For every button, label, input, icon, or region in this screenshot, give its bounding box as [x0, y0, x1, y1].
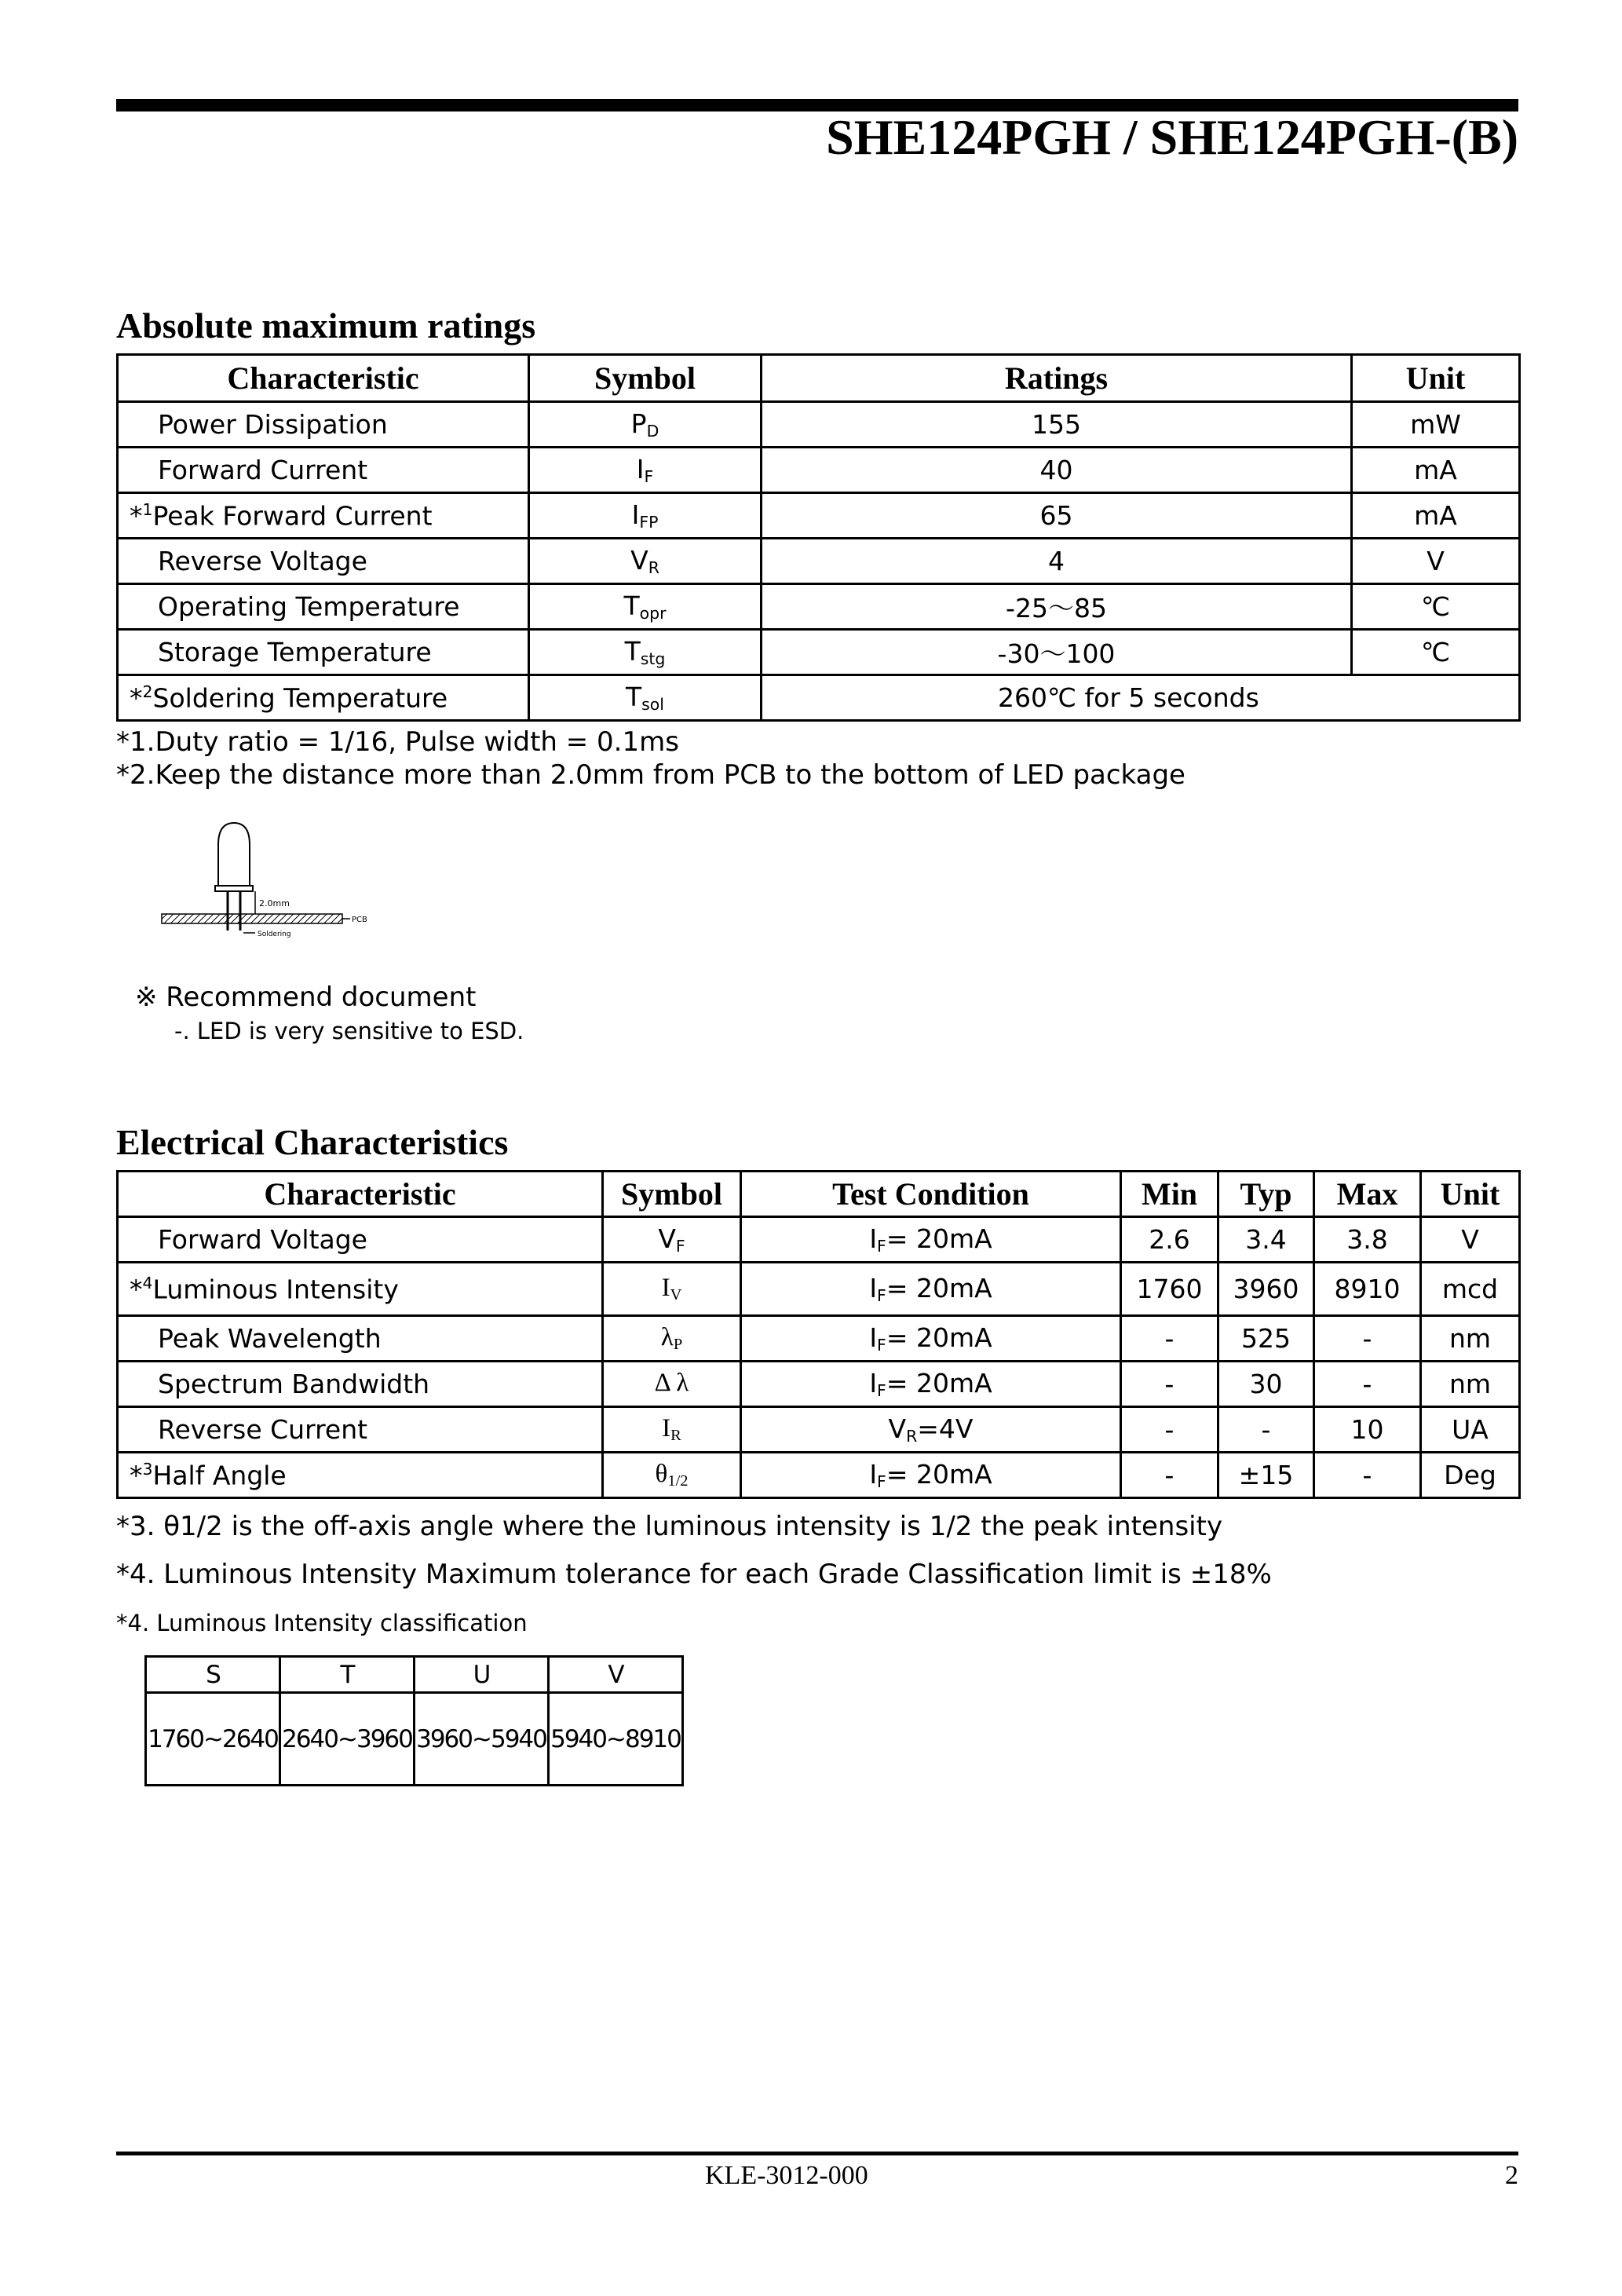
symbol: $V_R$ — [529, 539, 762, 584]
max-value: - — [1314, 1316, 1421, 1362]
characteristic: Operating Temperature — [118, 584, 529, 630]
grade-label: V — [549, 1657, 683, 1693]
unit: mA — [1352, 493, 1520, 539]
table-row — [118, 1263, 1520, 1316]
col-header: Unit — [1421, 1172, 1520, 1217]
grade-range: 5940~8910 — [549, 1693, 683, 1786]
pcb-label: PCB — [352, 916, 367, 924]
grade-label: T — [280, 1657, 415, 1693]
test-condition: $I_F= 20mA$ — [741, 1316, 1121, 1362]
max-value: - — [1314, 1453, 1421, 1498]
grade-label: U — [415, 1657, 549, 1693]
min-value: - — [1121, 1316, 1218, 1362]
characteristic: *$^1$Peak Forward Current — [118, 493, 529, 539]
grade-label: S — [146, 1657, 280, 1693]
table-row — [118, 1453, 1520, 1498]
footer-rule — [116, 2152, 1518, 2155]
characteristic: *$^3$Half Angle — [118, 1453, 603, 1498]
test-condition: $I_F= 20mA$ — [741, 1453, 1121, 1498]
recommend-item: -. LED is very sensitive to ESD. — [174, 1018, 524, 1044]
min-value: - — [1121, 1407, 1218, 1453]
section-title-abs-max: Absolute maximum ratings — [116, 305, 536, 345]
table-row — [118, 1316, 1520, 1362]
max-value: - — [1314, 1362, 1421, 1407]
led-lens-icon — [218, 823, 250, 886]
col-header: Characteristic — [118, 355, 529, 402]
symbol: $I_{FP}$ — [529, 493, 762, 539]
footnote: *1.Duty ratio = 1/16, Pulse width = 0.1ms — [116, 726, 679, 758]
dimension-label: 2.0mm — [259, 898, 290, 909]
unit: nm — [1421, 1362, 1520, 1407]
rating: 155 — [762, 402, 1352, 448]
recommend-title: ※ Recommend document — [135, 982, 477, 1013]
typ-value: 30 — [1218, 1362, 1314, 1407]
col-header: Typ — [1218, 1172, 1314, 1217]
footnote: *4. Luminous Intensity Maximum tolerance for each Grade Classification limit is ±18% — [116, 1559, 1272, 1590]
col-header: Max — [1314, 1172, 1421, 1217]
min-value: 2.6 — [1121, 1217, 1218, 1263]
characteristic: Power Dissipation — [118, 402, 529, 448]
table-row — [118, 584, 1520, 630]
unit: mA — [1352, 448, 1520, 493]
test-condition: $I_F= 20mA$ — [741, 1362, 1121, 1407]
characteristic: Reverse Current — [118, 1407, 603, 1453]
max-value: 8910 — [1314, 1263, 1421, 1316]
table-row — [118, 493, 1520, 539]
rating: 40 — [762, 448, 1352, 493]
rating: -25～85 — [762, 584, 1352, 630]
table-row — [118, 1217, 1520, 1263]
abs-max-table — [116, 353, 1521, 722]
table-row — [118, 630, 1520, 675]
max-value: 10 — [1314, 1407, 1421, 1453]
test-condition: $I_F= 20mA$ — [741, 1263, 1121, 1316]
characteristic: *$^4$Luminous Intensity — [118, 1263, 603, 1316]
rating: 4 — [762, 539, 1352, 584]
min-value: - — [1121, 1453, 1218, 1498]
col-header: Symbol — [603, 1172, 741, 1217]
table-row — [118, 448, 1520, 493]
col-header: Characteristic — [118, 1172, 603, 1217]
max-value: 3.8 — [1314, 1217, 1421, 1263]
grade-range: 3960~5940 — [415, 1693, 549, 1786]
characteristic: Spectrum Bandwidth — [118, 1362, 603, 1407]
symbol: $I_R$ — [603, 1407, 741, 1453]
col-header: Test Condition — [741, 1172, 1121, 1217]
unit: mW — [1352, 402, 1520, 448]
typ-value: ±15 — [1218, 1453, 1314, 1498]
symbol: Δ λ — [603, 1362, 741, 1407]
classification-table — [144, 1655, 684, 1786]
footnote: *2.Keep the distance more than 2.0mm from PCB to the bottom of LED package — [116, 759, 1185, 791]
unit: Deg — [1421, 1453, 1520, 1498]
characteristic: Forward Current — [118, 448, 529, 493]
soldering-label: Soldering — [258, 930, 291, 938]
characteristic: Storage Temperature — [118, 630, 529, 675]
symbol: $T_{opr}$ — [529, 584, 762, 630]
classification-title: *4. Luminous Intensity classification — [116, 1610, 528, 1636]
symbol: $V_F$ — [603, 1217, 741, 1263]
col-header: Min — [1121, 1172, 1218, 1217]
unit: ℃ — [1352, 584, 1520, 630]
page-number: 2 — [1505, 2161, 1518, 2190]
typ-value: 3960 — [1218, 1263, 1314, 1316]
table-row — [118, 402, 1520, 448]
unit: mcd — [1421, 1263, 1520, 1316]
page-title: SHE124PGH / SHE124PGH-(B) — [826, 109, 1518, 165]
rating: 260℃ for 5 seconds — [762, 675, 1520, 721]
typ-value: - — [1218, 1407, 1314, 1453]
symbol: $T_{stg}$ — [529, 630, 762, 675]
test-condition: $V_R=4V$ — [741, 1407, 1121, 1453]
led-flange — [215, 886, 253, 891]
symbol: $\lambda_P$ — [603, 1316, 741, 1362]
table-row — [118, 675, 1520, 721]
min-value: 1760 — [1121, 1263, 1218, 1316]
symbol: $P_D$ — [529, 402, 762, 448]
characteristic: Peak Wavelength — [118, 1316, 603, 1362]
symbol: $I_F$ — [529, 448, 762, 493]
unit: UA — [1421, 1407, 1520, 1453]
table-row — [118, 539, 1520, 584]
col-header: Unit — [1352, 355, 1520, 402]
typ-value: 3.4 — [1218, 1217, 1314, 1263]
unit: V — [1352, 539, 1520, 584]
document-number: KLE-3012-000 — [705, 2161, 868, 2190]
symbol: $\theta_{1/2}$ — [603, 1453, 741, 1498]
min-value: - — [1121, 1362, 1218, 1407]
footnote: *3. θ1/2 is the off-axis angle where the luminous intensity is 1/2 the peak intensity — [116, 1511, 1223, 1542]
pcb-board — [162, 914, 342, 923]
table-row — [118, 1362, 1520, 1407]
rating: -30～100 — [762, 630, 1352, 675]
symbol: $T_{sol}$ — [529, 675, 762, 721]
unit: V — [1421, 1217, 1520, 1263]
led-mounting-diagram — [157, 817, 377, 950]
section-title-electrical: Electrical Characteristics — [116, 1122, 509, 1162]
table-row — [118, 1407, 1520, 1453]
unit: nm — [1421, 1316, 1520, 1362]
grade-range: 1760~2640 — [146, 1693, 280, 1786]
test-condition: $I_F= 20mA$ — [741, 1217, 1121, 1263]
characteristic: *$^2$Soldering Temperature — [118, 675, 529, 721]
rating: 65 — [762, 493, 1352, 539]
symbol: $I_V$ — [603, 1263, 741, 1316]
characteristic: Forward Voltage — [118, 1217, 603, 1263]
unit: ℃ — [1352, 630, 1520, 675]
col-header: Symbol — [529, 355, 762, 402]
col-header: Ratings — [762, 355, 1352, 402]
grade-range: 2640~3960 — [280, 1693, 415, 1786]
characteristic: Reverse Voltage — [118, 539, 529, 584]
electrical-table — [116, 1170, 1521, 1499]
typ-value: 525 — [1218, 1316, 1314, 1362]
